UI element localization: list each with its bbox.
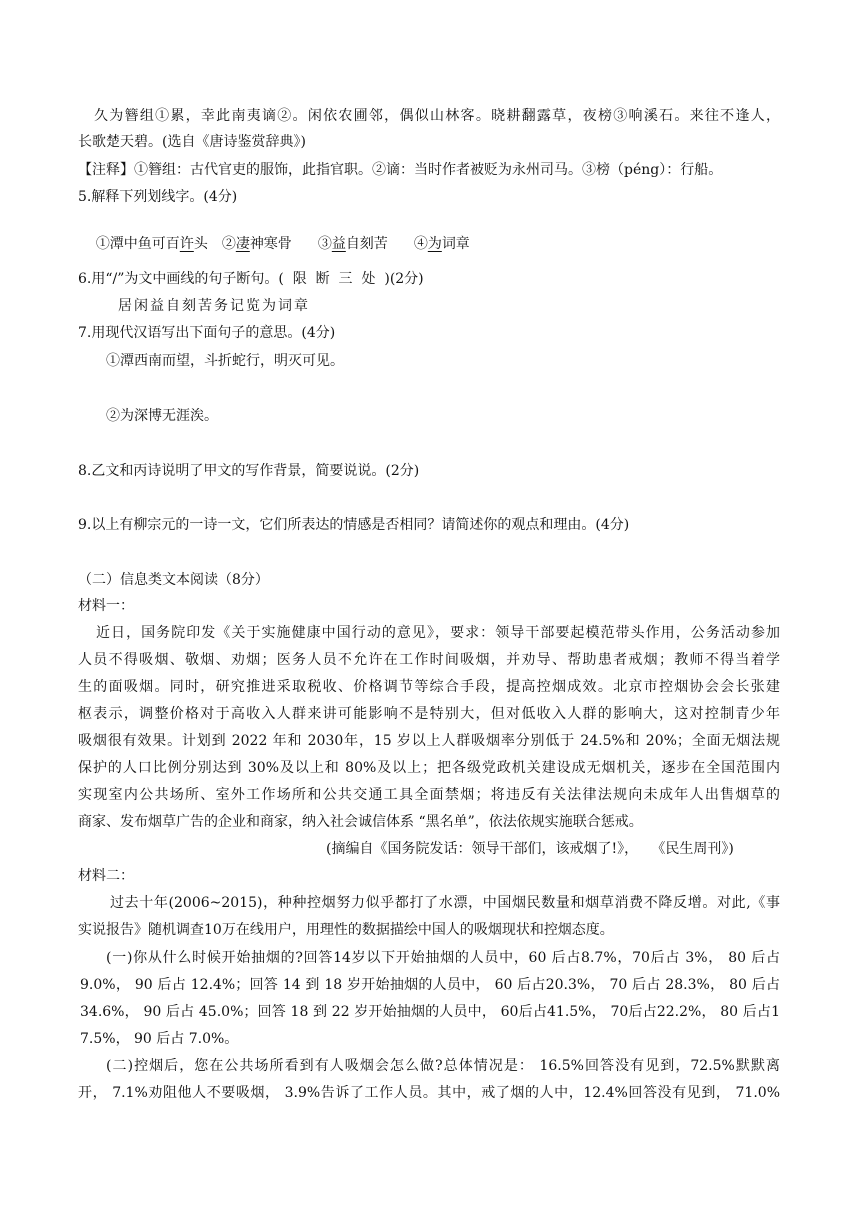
material-2-line: 开， 7.1%劝阻他人不要吸烟， 3.9%告诉了工作人员。其中，戒了烟的人中，12.4%回答没有见到， 71.0%	[78, 1085, 780, 1101]
q5-item-4: ④为词章	[413, 236, 470, 252]
material-1-line: 实现室内公共场所、室外工作场所和公共交通工具全面禁烟；将违反有关法律法规向未成年人出售烟草的	[78, 787, 780, 803]
material-2-line: 34.6%， 90 后占 45.0%；回答 18 到 22 岁开始抽烟的人员中， 60后占41.5%， 70后占22.2%， 80 后占1	[80, 1004, 780, 1020]
material-2-line: (一)你从什么时候开始抽烟的?回答14岁以下开始抽烟的人员中，60 后占8.7%，70后占 3%， 80 后占	[106, 950, 780, 966]
material-1-line: 人员不得吸烟、敬烟、劝烟；医务人员不允许在工作时间吸烟，并劝导、帮助患者戒烟；教师不得当着学	[78, 652, 780, 668]
question-7-title: 7.用现代汉语写出下面句子的意思。(4分)	[78, 325, 336, 341]
q5-item-1: ①潭中鱼可百许头	[95, 236, 208, 252]
underlined-char: 益	[331, 236, 346, 252]
question-7-sentence-1: ①潭西南而望，斗折蛇行，明灭可见。	[106, 353, 344, 369]
material-1-line: 商家、发布烟草广告的企业和商家，纳入社会诚信体系 “黑名单”，依法依规实施联合惩戒。	[78, 814, 643, 830]
material-2-line: 9.0%， 90 后占 12.4%；回答 14 到 18 岁开始抽烟的人员中， 60 后占20.3%， 70 后占 28.3%， 80 后占	[80, 977, 780, 993]
material-1-label: 材料一：	[78, 598, 134, 614]
underlined-char: 许	[179, 236, 194, 252]
question-5-title: 5.解释下列划线字。(4分)	[78, 189, 238, 205]
question-9: 9.以上有柳宗元的一诗一文，它们所表达的情感是否相同？请简述你的观点和理由。(4分)	[78, 517, 630, 533]
material-2-label: 材料二：	[78, 868, 134, 884]
q5-item-3: ③益自刻苦	[317, 236, 388, 252]
material-1-line: 近日，国务院印发《关于实施健康中国行动的意见》，要求：领导干部要起模范带头作用，公务活动参加	[96, 625, 780, 641]
annotation-note: 【注释】①簪组：古代官吏的服饰，此指官职。②谪：当时作者被贬为永州司马。③榜（péng）：行船。	[78, 162, 723, 178]
section-2-heading: （二）信息类文本阅读（8分）	[78, 572, 269, 588]
material-2-line: 过去十年(2006~2015)，种种控烟努力似乎都打了水漂，中国烟民数量和烟草消费不降反增。对此,《事	[110, 895, 780, 911]
material-1-source: (摘编自《国务院发话：领导干部们，该戒烟了!》， 《民生周刊》)	[326, 841, 734, 857]
q5-item-2: ②凄神寒骨	[221, 236, 292, 252]
material-2-line: (二)控烟后，您在公共场所看到有人吸烟会怎么做?总体情况是： 16.5%回答没有见到，72.5%默默离	[106, 1058, 780, 1074]
question-8: 8.乙文和丙诗说明了甲文的写作背景，简要说说。(2分)	[78, 463, 420, 479]
poem-line-1: 久为簪组①累，幸此南夷谪②。闲依农圃邻，偶似山林客。晓耕翻露草，夜榜③响溪石。来往不逢人，	[94, 108, 780, 124]
underlined-char: 凄	[235, 236, 250, 252]
material-1-line: 保护的人口比例分别达到 30%及以上和 80%及以上；把各级党政机关建设成无烟机关，逐步在全国范围内	[78, 760, 780, 776]
underlined-char: 为	[427, 236, 442, 252]
question-6-title: 6.用“/”为文中画线的句子断句。( 限 断 三 处 )(2分)	[78, 271, 424, 287]
material-1-line: 吸烟很有效果。计划到 2022 年和 2030年，15 岁以上人群吸烟率分别低于 24.5%和 20%；全面无烟法规	[78, 733, 780, 749]
material-1-line: 枢表示，调整价格对于高收入人群来讲可能影响不是特别大，但对低收入人群的影响大，这对控制青少年	[78, 706, 780, 722]
poem-line-2: 长歌楚天碧。(选自《唐诗鉴赏辞典》)	[78, 134, 306, 150]
question-5-items	[78, 214, 470, 274]
question-7-sentence-2: ②为深博无涯涘。	[106, 408, 218, 424]
material-2-line: 7.5%， 90 后占 7.0%。	[80, 1031, 239, 1047]
material-2-line: 实说报告》随机调查10万在线用户，用理性的数据描绘中国人的吸烟现状和控烟态度。	[78, 922, 614, 938]
question-6-sentence: 居闲益自刻苦务记览为词章	[118, 298, 310, 314]
material-1-line: 生的面吸烟。同时，研究推进采取税收、价格调节等综合手段，提高控烟成效。北京市控烟协会会长张建	[78, 679, 780, 695]
